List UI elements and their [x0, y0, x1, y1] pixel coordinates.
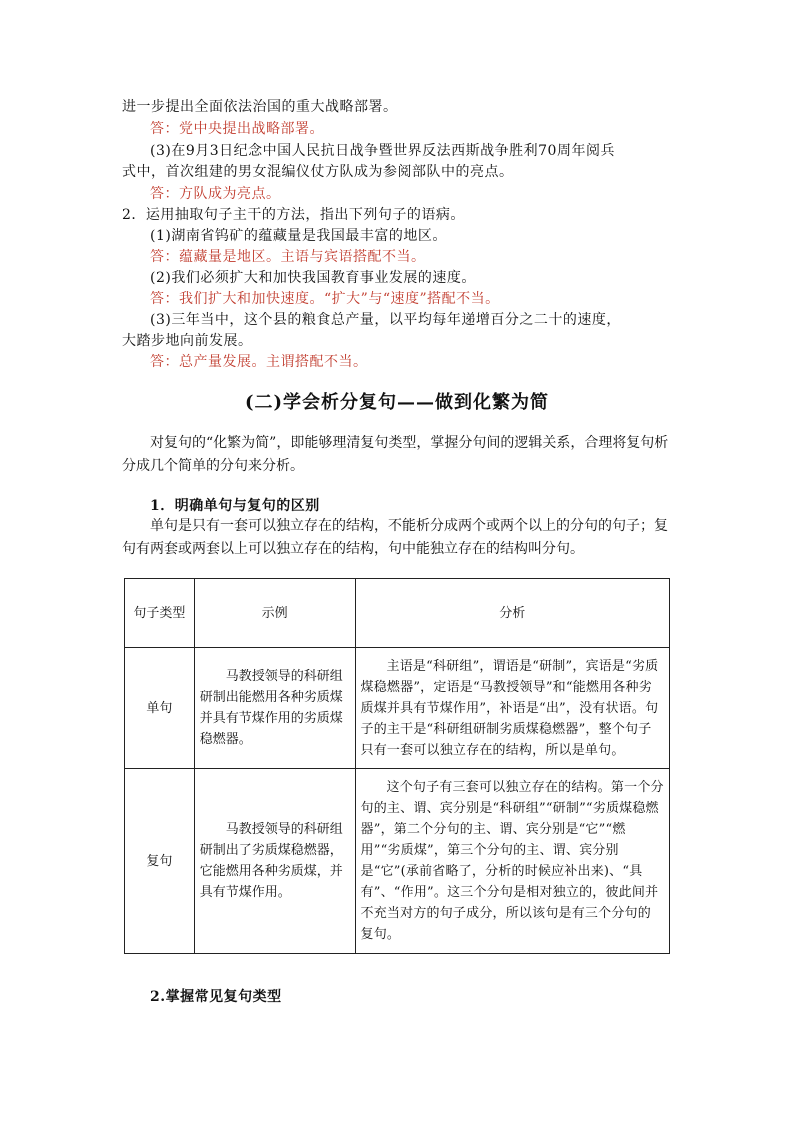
cell-type: 单句: [125, 648, 195, 769]
table-row: [125, 648, 670, 769]
cell-example: [194, 648, 355, 769]
cell-analysis: [355, 648, 669, 769]
question-line: 大踏步地向前发展。: [122, 333, 253, 349]
answer-line: 答：总产量发展。主谓搭配不当。: [150, 354, 368, 370]
intro-text: 对复句的“化繁为简”，即能够理清复句类型，掌握分句间的逻辑关系，合理将复句析分成几个简单的分句来分析。: [122, 435, 669, 474]
subheading-1: 1．明确单句与复句的区别: [150, 498, 320, 514]
question-line: (2)我们必须扩大和加快我国教育事业发展的速度。: [150, 270, 476, 286]
answer-line: 答：我们扩大和加快速度。“扩大”与“速度”搭配不当。: [150, 291, 500, 307]
section-heading: (二)学会析分复句——做到化繁为简: [244, 392, 550, 413]
cell-analysis: [355, 769, 669, 954]
header-analysis: 分析: [355, 579, 669, 648]
answer-line: 答：蕴藏量是地区。主语与宾语搭配不当。: [150, 249, 426, 265]
header-example: 示例: [194, 579, 355, 648]
definition-text: 单句是只有一套可以独立存在的结构，不能析分成两个或两个以上的分句的句子；复句有两套或两套以上可以独立存在的结构，句中能独立存在的结构叫分句。: [122, 518, 668, 557]
question-line: (3)在9月3日纪念中国人民抗日战争暨世界反法西斯战争胜利70周年阅兵: [150, 143, 615, 159]
table-row: [125, 769, 670, 954]
header-type: 句子类型: [125, 579, 195, 648]
intro-paragraph: [122, 432, 674, 478]
subheading-2: 2.掌握常见复句类型: [150, 989, 282, 1005]
question-line: 式中，首次组建的男女混编仪仗方队成为参阅部队中的亮点。: [122, 164, 514, 180]
example-text: 马教授领导的科研组研制出了劣质煤稳燃器，它能燃用各种劣质煤，并具有节煤作用。: [199, 822, 343, 900]
example-text: 马教授领导的科研组研制出能燃用各种劣质煤并具有节煤作用的劣质煤稳燃器。: [199, 669, 343, 747]
item-heading: 2．运用抽取句子主干的方法，指出下列句子的语病。: [122, 207, 465, 223]
question-line: (3)三年当中，这个县的粮食总产量，以平均每年递增百分之二十的速度，: [150, 312, 621, 328]
answer-line: 答：党中央提出战略部署。: [150, 121, 324, 137]
table-header-row: [125, 579, 670, 648]
analysis-text: 主语是“科研组”，谓语是“研制”，宾语是“劣质煤稳燃器”，定语是“马教授领导”和“能燃用各种劣质煤并具有节煤作用”，补语是“出”，没有状语。句子的主干是“科研组研制劣质煤稳燃器”，整个句子只有一套可以独立存在的结构，所以是单句。: [360, 658, 659, 758]
cell-example: [194, 769, 355, 954]
analysis-text: 这个句子有三套可以独立存在的结构。第一个分句的主、谓、宾分别是“科研组”“研制”“劣质煤稳燃器”，第二个分句的主、谓、宾分别是“它”“燃用”“劣质煤”，第三个分句的主、谓、宾分别是“它”(承前省略了，分析的时候应补出来)、“具有”、“作用”。这三个分句是相对独立的，彼此间并不充当对方的句子成分，所以该句是有三个分句的复句。: [360, 780, 664, 942]
comparison-table: [124, 578, 670, 954]
text-line: 进一步提出全面依法治国的重大战略部署。: [122, 99, 398, 115]
cell-type: 复句: [125, 769, 195, 954]
question-line: (1)湖南省钨矿的蕴藏量是我国最丰富的地区。: [150, 228, 447, 244]
definition-paragraph: [122, 515, 674, 561]
answer-line: 答：方队成为亮点。: [150, 186, 281, 202]
